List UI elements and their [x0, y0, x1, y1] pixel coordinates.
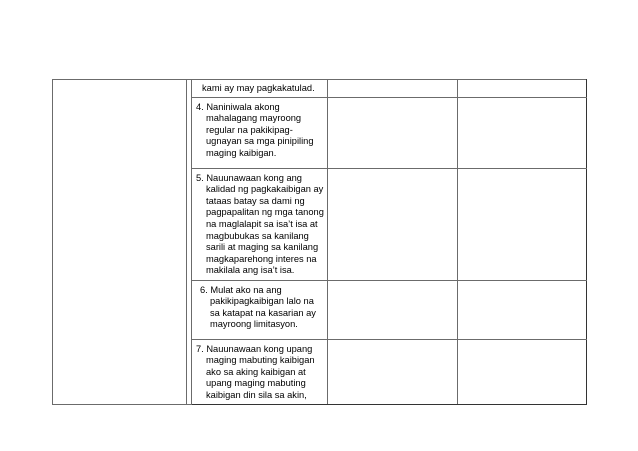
- table-row: [53, 80, 587, 98]
- statement-cell: [192, 97, 328, 168]
- response-cell: [458, 280, 587, 339]
- statement-cell: [192, 168, 328, 280]
- statement-text: 6. Mulat ako na ang pakikipagkaibigan lalo na sa katapat na kasarian ay mayroong limitasyon.: [200, 284, 316, 330]
- response-cell: [328, 97, 458, 168]
- statement-text: 7. Nauunawaan kong upang maging mabuting kaibigan ako sa aking kaibigan at upang maging mabuting kaibigan din sila sa akin,: [196, 343, 315, 400]
- response-cell: [458, 168, 587, 280]
- response-cell: [458, 339, 587, 404]
- rubric-table: [52, 79, 587, 405]
- statement-cell: [192, 339, 328, 404]
- response-cell: [328, 80, 458, 98]
- statement-cell: [192, 80, 328, 98]
- response-cell: [328, 280, 458, 339]
- statement-text: 4. Naniniwala akong mahalagang mayroong regular na pakikipag-ugnayan sa mga pinipiling maging kaibigan.: [196, 101, 314, 158]
- response-cell: [458, 97, 587, 168]
- response-cell: [458, 80, 587, 98]
- left-column-cell: [53, 80, 187, 405]
- statement-text: 5. Nauunawaan kong ang kalidad ng pagkakaibigan ay tataas batay sa dami ng pagpapalitan ng mga tanong na maglalapit sa isa’t isa at magbubukas sa kanilang sarili at maging sa kanilang magkaparehong interes na makilala ang isa’t isa.: [196, 172, 324, 276]
- statement-text: kami ay may pagkakatulad.: [202, 83, 315, 93]
- response-cell: [328, 339, 458, 404]
- response-cell: [328, 168, 458, 280]
- statement-cell: [192, 280, 328, 339]
